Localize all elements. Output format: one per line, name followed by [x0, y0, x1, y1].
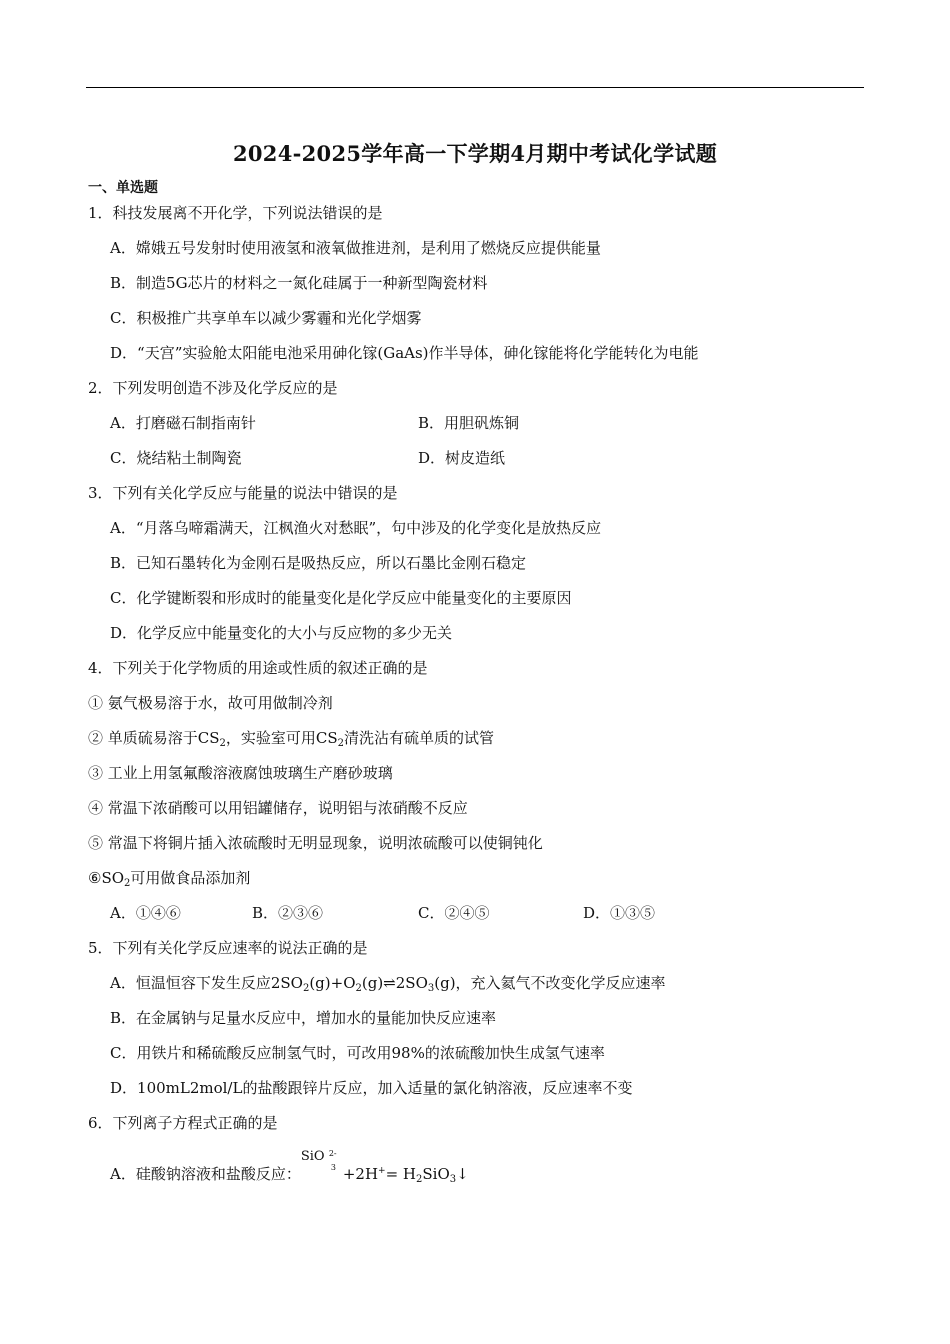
- question-5-option-a: A．恒温恒容下发生反应$2SO_2(g)+O_2(g)\rightleftharpoons 2SO_3(g)$，充入氦气不改变化学反应速率: [110, 974, 666, 994]
- question-2-stem: 2．下列发明创造不涉及化学反应的是: [88, 379, 338, 397]
- question-5-stem: 5．下列有关化学反应速率的说法正确的是: [88, 939, 368, 957]
- question-4-option-c: C．②④⑤: [418, 904, 490, 922]
- question-2-option-b: B．用胆矾炼铜: [418, 414, 520, 432]
- question-3-option-a: A．“月落乌啼霜满天，江枫渔火对愁眠”，句中涉及的化学变化是放热反应: [110, 519, 602, 537]
- question-3-option-b: B．已知石墨转化为金刚石是吸热反应，所以石墨比金刚石稳定: [110, 554, 527, 572]
- question-4-statement-5: ⑤ 常温下将铜片插入浓硫酸时无明显现象，说明浓硫酸可以使铜钝化: [88, 834, 543, 852]
- page-title: 2024-2025学年高一下学期4月期中考试化学试题: [232, 141, 718, 166]
- question-1-option-a: A．嫦娥五号发射时使用液氢和液氧做推进剂，是利用了燃烧反应提供能量: [110, 239, 601, 257]
- question-4-statement-4: ④ 常温下浓硝酸可以用铝罐储存，说明铝与浓硝酸不反应: [88, 799, 468, 817]
- question-3-option-d: D．化学反应中能量变化的大小与反应物的多少无关: [110, 624, 453, 642]
- question-5-option-b: B．在金属钠与足量水反应中，增加水的量能加快反应速率: [110, 1009, 497, 1027]
- question-4-statement-6: $⑥SO_2$可用做食品添加剂: [88, 869, 251, 889]
- silicate-ion-formula: SiO 2- 3: [300, 1149, 337, 1172]
- question-1-option-b: B．制造5G芯片的材料之一氮化硅属于一种新型陶瓷材料: [110, 274, 488, 292]
- question-1-option-c: C．积极推广共享单车以减少雾霾和光化学烟雾: [110, 309, 422, 327]
- question-6-stem: 6．下列离子方程式正确的是: [88, 1114, 278, 1132]
- question-4-option-d: D．①③⑤: [583, 904, 656, 922]
- question-4-option-b: B．②③⑥: [252, 904, 324, 922]
- question-4-statement-2: ② 单质硫易溶于$CS_2$，实验室可用$CS_2$清洗沾有硫单质的试管: [88, 729, 495, 749]
- question-5-option-d: D．100mL2mol/L的盐酸跟锌片反应，加入适量的氯化钠溶液，反应速率不变: [110, 1079, 633, 1097]
- section-heading: 一、单选题: [88, 180, 158, 196]
- question-6-option-a: A．硅酸钠溶液和盐酸反应： SiO 2- 3 $+2H^+= H_2SiO_3↓$: [110, 1149, 469, 1185]
- question-4-statement-1: ① 氨气极易溶于水，故可用做制冷剂: [88, 694, 333, 712]
- question-2-option-a: A．打磨磁石制指南针: [110, 414, 256, 432]
- question-1-stem: 1．科技发展离不开化学，下列说法错误的是: [88, 204, 383, 222]
- question-2-option-d: D．树皮造纸: [418, 449, 506, 467]
- question-4-stem: 4．下列关于化学物质的用途或性质的叙述正确的是: [88, 659, 428, 677]
- question-3-option-c: C．化学键断裂和形成时的能量变化是化学反应中能量变化的主要原因: [110, 589, 572, 607]
- question-1-option-d: D．“天宫”实验舱太阳能电池采用砷化镓(GaAs)作半导体，砷化镓能将化学能转化为电能: [110, 344, 699, 362]
- question-4-statement-3: ③ 工业上用氢氟酸溶液腐蚀玻璃生产磨砂玻璃: [88, 764, 393, 782]
- question-5-option-c: C．用铁片和稀硫酸反应制氢气时，可改用98%的浓硫酸加快生成氢气速率: [110, 1044, 605, 1062]
- question-4-option-a: A．①④⑥: [110, 904, 181, 922]
- question-2-option-c: C．烧结粘土制陶瓷: [110, 449, 242, 467]
- header-rule: [86, 87, 864, 88]
- question-3-stem: 3．下列有关化学反应与能量的说法中错误的是: [88, 484, 398, 502]
